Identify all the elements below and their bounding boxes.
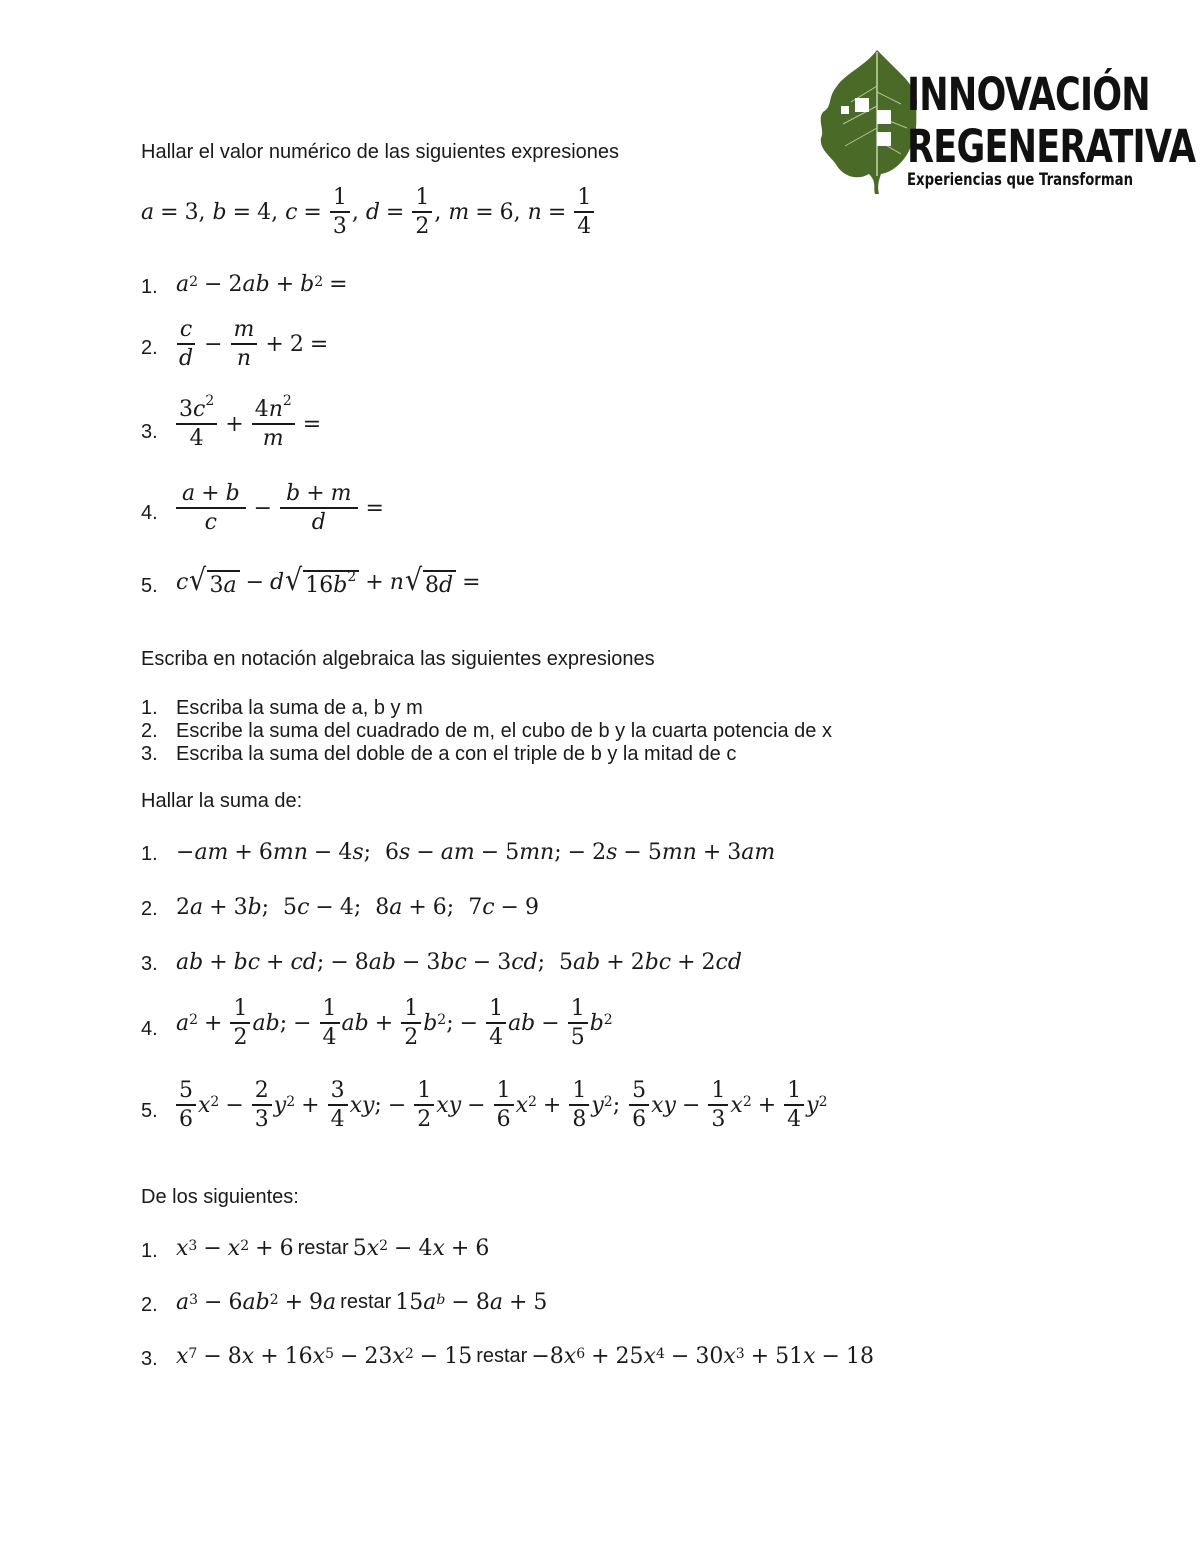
s4-item1-expression: x $^3$ − x $^2$ + 6 restar 5 x $^2$ − 4 x + 6 xyxy=(176,1236,490,1261)
s1-item1-expression: a $^2$ − 2 ab + b $^2$ = xyxy=(176,272,348,297)
s2-item2-text: Escribe la suma del cuadrado de m, el cubo de b y la cuarta potencia de x xyxy=(176,720,832,742)
logo-title-line2: REGENERATIVA xyxy=(907,120,1196,173)
s2-item1-text: Escriba la suma de a, b y m xyxy=(176,697,423,719)
s3-item3-number: 3. xyxy=(141,953,158,975)
s4-item2-expression: a $^3$ − 6 ab $^2$ + 9 a restar 15 a $^b$ − 8 a + 5 xyxy=(176,1290,548,1315)
s4-item2-number: 2. xyxy=(141,1294,158,1316)
s1-item5-number: 5. xyxy=(141,575,158,597)
s4-item1-number: 1. xyxy=(141,1240,158,1262)
s3-item2-number: 2. xyxy=(141,898,158,920)
s4-item3-expression: x $^7$ − 8 x + 16 x $^5$ − 23 x $^2$ − 15 restar −8 x $^6$ + 25 x $^4$ − 30 x $^3$ + 51 x − 18 xyxy=(176,1344,874,1369)
restar-label: restar xyxy=(476,1345,528,1367)
s3-item5-expression: $\frac{5}{6}$ x $^2$ − $\frac{2}{3}$ y $^2$ + $\frac{3}{4}$ xy ; − $\frac{1}{2}$ xy − $\frac{1}{6}$ x $^2$ + $\frac{1}{8}$ y $^2$ ; $\frac{5}{6}$ xy − $\frac{1}{3}$ x $^2$ + $\frac{1}{4}$ y $^2$ xyxy=(174,1079,828,1131)
s3-item1-expression: − am + 6 mn − 4 s ; 6 s − am − 5 mn ; − 2 s − 5 mn + 3 am xyxy=(176,840,776,865)
given-values: a = 3, b = 4, c = $\frac{1}{3}$ , d = $\frac{1}{2}$ , m = 6, n = $\frac{1}{4}$ xyxy=(141,186,596,238)
s2-item2-number: 2. xyxy=(141,720,158,742)
section3-heading: Hallar la suma de: xyxy=(141,790,303,812)
s3-item2-expression: 2 a + 3 b ; 5 c − 4; 8 a + 6; 7 c − 9 xyxy=(176,895,539,920)
s1-item1-number: 1. xyxy=(141,276,158,298)
s2-item1-number: 1. xyxy=(141,697,158,719)
s1-item4-expression: $\frac{a + b}{c}$ − $\frac{b + m}{d}$ = xyxy=(174,482,390,534)
section2-heading: Escriba en notación algebraica las siguientes expresiones xyxy=(141,648,655,670)
section1-heading: Hallar el valor numérico de las siguientes expresiones xyxy=(141,141,620,163)
s3-item4-expression: a $^2$ + $\frac{1}{2}$ ab ; − $\frac{1}{4}$ ab + $\frac{1}{2}$ b $^2$ ; − $\frac{1}{4}$ ab − $\frac{1}{5}$ b $^2$ xyxy=(176,996,613,1051)
section4-heading: De los siguientes: xyxy=(141,1186,299,1208)
logo-title-line1: INNOVACIÓN xyxy=(907,68,1150,121)
s1-item2-number: 2. xyxy=(141,337,158,359)
s1-item2-expression: $\frac{c}{d}$ − $\frac{m}{n}$ + 2 = xyxy=(174,318,334,370)
s1-item4-number: 4. xyxy=(141,502,158,524)
brand-logo xyxy=(815,46,1196,196)
restar-label: restar xyxy=(297,1237,349,1259)
s3-item4-number: 4. xyxy=(141,1018,158,1040)
restar-label: restar xyxy=(340,1291,392,1313)
s3-item5-number: 5. xyxy=(141,1100,158,1122)
s4-item3-number: 3. xyxy=(141,1348,158,1370)
s3-item3-expression: ab + bc + cd ; − 8 ab − 3 bc − 3 cd ; 5 ab + 2 bc + 2 cd xyxy=(176,950,742,975)
s2-item3-text: Escriba la suma del doble de a con el triple de b y la mitad de c xyxy=(176,743,737,765)
s2-item3-number: 3. xyxy=(141,743,158,765)
s1-item5-expression: c √ 3a − d √ $16b^2$ + n √ 8d = xyxy=(176,563,481,598)
s3-item1-number: 1. xyxy=(141,843,158,865)
s1-item3-number: 3. xyxy=(141,421,158,443)
logo-tagline: Experiencias que Transforman xyxy=(907,170,1134,190)
s1-item3-expression: $\frac{3c^2}{4}$ + $\frac{4n^2}{m}$ = xyxy=(174,398,327,450)
